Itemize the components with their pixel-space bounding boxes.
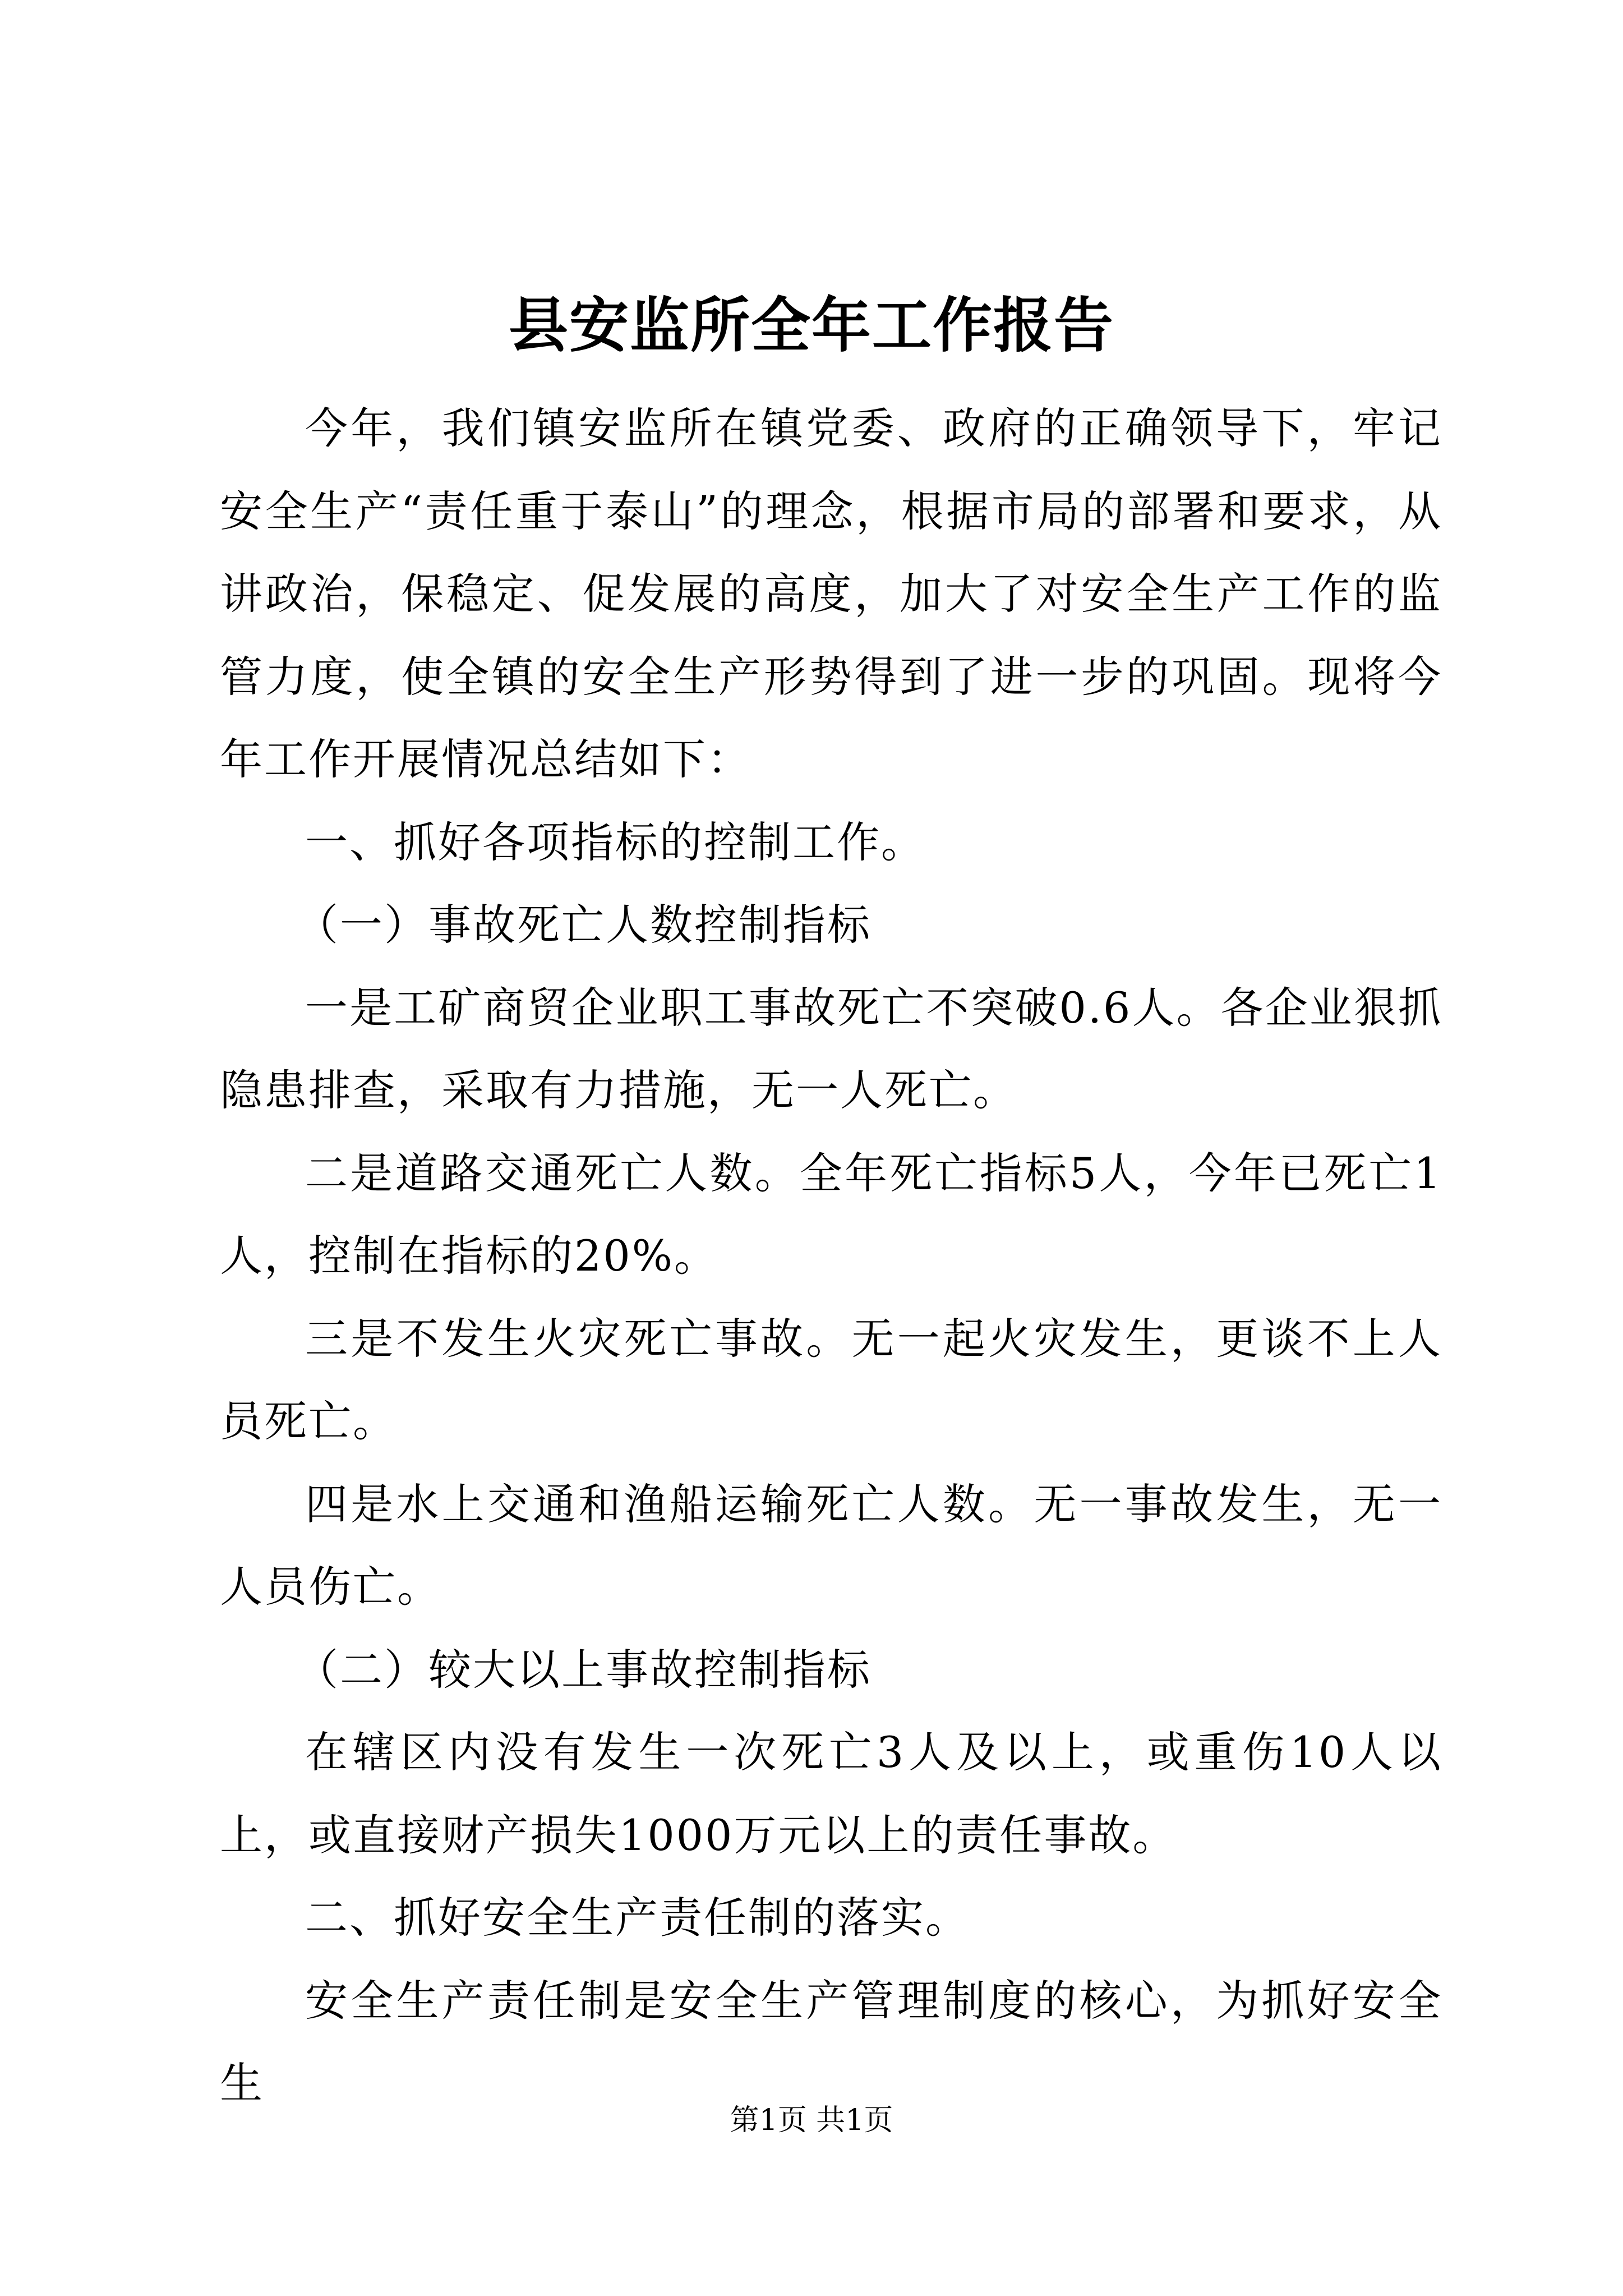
section-heading-1: 一、抓好各项指标的控制工作。 [305,817,925,867]
sub-heading-1: （一）事故死亡人数控制指标 [296,900,872,950]
sub-heading-2: （二）较大以上事故控制指标 [296,1644,872,1695]
paragraph-intro: 今年，我们镇安监所在镇党委、政府的正确领导下，牢记安全生产“责任重于泰山”的理念，根据市局的部署和要求，从讲政治，保稳定、促发展的高度，加大了对安全生产工作的监管力度，使全镇的安全生产形势得到了进一步的巩固。现将今年工作开展情况总结如下： [220,403,1442,784]
paragraph-item-1: 一是工矿商贸企业职工事故死亡不突破0.6人。各企业狠抓隐患排查，采取有力措施，无一人死亡。 [220,982,1442,1115]
document-body [220,387,1442,2125]
paragraph-responsibility: 安全生产责任制是安全生产管理制度的核心，为抓好安全生 [220,1975,1442,2108]
paragraph-item-3: 三是不发生火灾死亡事故。无一起火灾发生，更谈不上人员死亡。 [220,1313,1442,1446]
paragraph-item-2: 二是道路交通死亡人数。全年死亡指标5人，今年已死亡1人，控制在指标的20%。 [220,1148,1442,1281]
paragraph-major-accidents: 在辖区内没有发生一次死亡3人及以上，或重伤10人以上，或直接财产损失1000万元以上的责任事故。 [220,1727,1442,1860]
section-heading-2: 二、抓好安全生产责任制的落实。 [305,1893,970,1943]
paragraph-item-4: 四是水上交通和渔船运输死亡人数。无一事故发生，无一人员伤亡。 [220,1479,1442,1612]
page-title: 县安监所全年工作报告 [509,290,1114,360]
page-footer: 第1页 共1页 [730,2104,893,2137]
